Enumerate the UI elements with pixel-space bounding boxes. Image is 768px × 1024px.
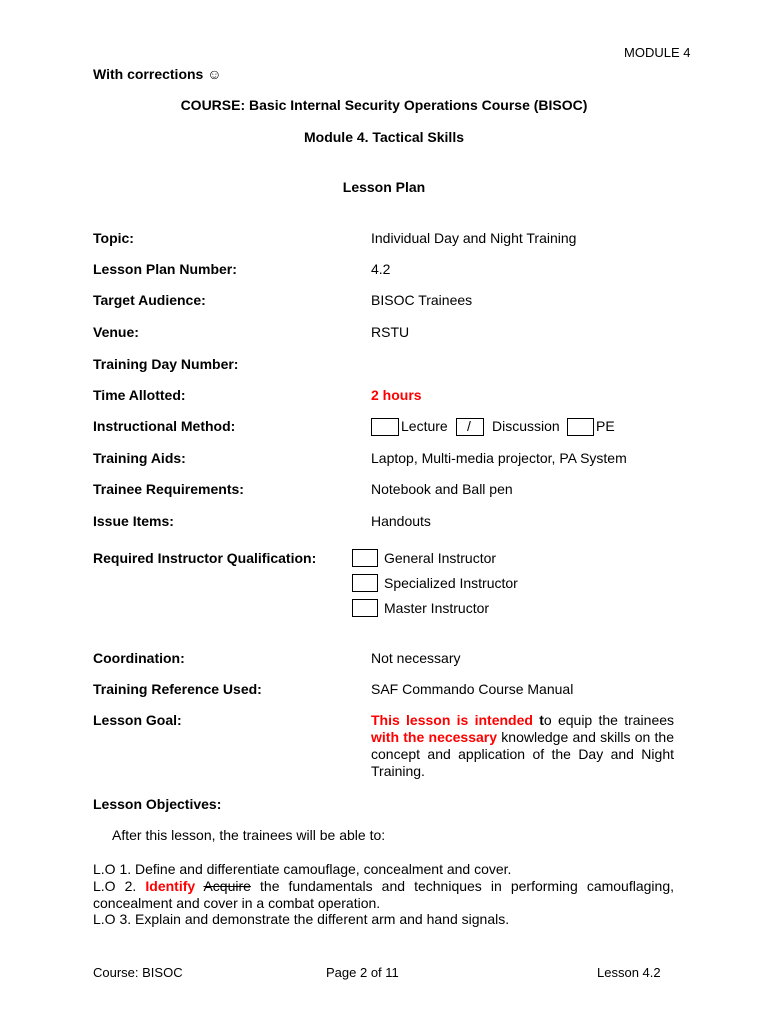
goal-correction-t: t [539, 712, 544, 728]
time-value: 2 hours [371, 387, 422, 403]
module-title: Module 4. Tactical Skills [303, 129, 464, 145]
footer-course: Course: BISOC [93, 965, 183, 980]
goal-label: Lesson Goal: [93, 712, 182, 728]
master-instructor-checkbox[interactable] [352, 599, 378, 617]
aids-value: Laptop, Multi-media projector, PA System [371, 450, 627, 466]
coordination-value: Not necessary [371, 650, 461, 666]
goal-text-2: knowledge and skills on the concept and application of the Day and Night Training. [371, 729, 674, 779]
venue-label: Venue: [93, 324, 139, 340]
method-label: Instructional Method: [93, 418, 236, 434]
master-instructor-label: Master Instructor [384, 600, 490, 616]
objective-3: L.O 3. Explain and demonstrate the different arm and hand signals. [93, 911, 510, 927]
discussion-checkmark: / [467, 418, 471, 434]
module-header: MODULE 4 [624, 45, 691, 60]
pe-option-label: PE [596, 418, 615, 434]
audience-value: BISOC Trainees [371, 292, 473, 308]
course-title: COURSE: Basic Internal Security Operations Course (BISOC) [180, 97, 588, 113]
issue-value: Handouts [371, 513, 431, 529]
goal-text-1: o equip the trainees [543, 712, 675, 728]
goal-correction-2: with the necessary [371, 729, 498, 745]
trainee-req-label: Trainee Requirements: [93, 481, 244, 497]
general-instructor-checkbox[interactable] [352, 549, 378, 567]
objectives-intro: After this lesson, the trainees will be able to: [112, 827, 386, 843]
specialized-instructor-label: Specialized Instructor [384, 575, 518, 591]
footer-lesson: Lesson 4.2 [597, 965, 661, 980]
pe-checkbox[interactable] [567, 418, 594, 436]
goal-text [371, 712, 674, 780]
objective-2-struck: Acquire [203, 878, 251, 894]
objective-2-prefix: L.O 2. [93, 878, 137, 894]
time-label: Time Allotted: [93, 387, 186, 403]
objective-2-correction: Identify [145, 878, 196, 894]
objective-1: L.O 1. Define and differentiate camouflage, concealment and cover. [93, 861, 512, 877]
reference-label: Training Reference Used: [93, 681, 262, 697]
general-instructor-label: General Instructor [384, 550, 497, 566]
objective-2 [93, 878, 674, 912]
coordination-label: Coordination: [93, 650, 185, 666]
audience-label: Target Audience: [93, 292, 206, 308]
lesson-number-label: Lesson Plan Number: [93, 261, 237, 277]
venue-value: RSTU [371, 324, 410, 340]
topic-value: Individual Day and Night Training [371, 230, 577, 246]
qualification-label: Required Instructor Qualification: [93, 550, 317, 566]
lesson-number-value: 4.2 [371, 261, 391, 277]
training-day-label: Training Day Number: [93, 356, 239, 372]
objectives-label: Lesson Objectives: [93, 796, 222, 812]
aids-label: Training Aids: [93, 450, 186, 466]
objective-2-text: the fundamentals and techniques in performing camouflaging, concealment and cover in a combat operation. [93, 878, 674, 911]
discussion-option-label: Discussion [492, 418, 560, 434]
lecture-option-label: Lecture [401, 418, 448, 434]
lecture-checkbox[interactable] [371, 418, 399, 436]
footer-page-number: Page 2 of 11 [326, 965, 399, 980]
document-title: Lesson Plan [342, 179, 426, 195]
topic-label: Topic: [93, 230, 134, 246]
issue-label: Issue Items: [93, 513, 174, 529]
specialized-instructor-checkbox[interactable] [352, 574, 378, 592]
reference-value: SAF Commando Course Manual [371, 681, 574, 697]
trainee-req-value: Notebook and Ball pen [371, 481, 513, 497]
corrections-note: With corrections ☺ [93, 66, 222, 82]
goal-correction-1: This lesson is intended [371, 712, 533, 728]
